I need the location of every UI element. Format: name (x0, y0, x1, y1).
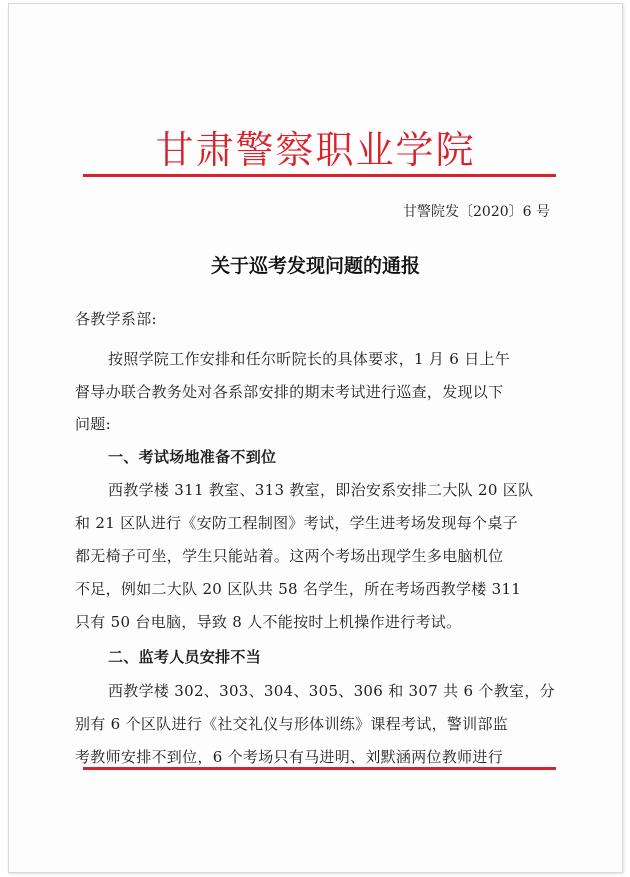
paragraph-line: 只有 50 台电脑，导致 8 人不能按时上机操作进行考试。 (75, 613, 462, 631)
paragraph-line: 都无椅子可坐，学生只能站着。这两个考场出现学生多电脑机位 (75, 547, 504, 565)
document-number: 甘警院发〔2020〕6 号 (403, 204, 550, 220)
section-heading: 一、考试场地准备不到位 (108, 448, 277, 466)
paragraph-line: 和 21 区队进行《安防工程制图》考试，学生进考场发现每个桌子 (75, 514, 518, 532)
institution-header-title: 甘肃警察职业学院 (155, 128, 476, 172)
salutation: 各教学系部: (75, 310, 157, 328)
footer-red-rule (83, 767, 556, 770)
paragraph-line: 别有 6 个区队进行《社交礼仪与形体训练》课程考试，警训部监 (75, 715, 509, 733)
document-title: 关于巡考发现问题的通报 (210, 255, 420, 277)
intro-line: 督导办联合教务处对各系部安排的期末考试进行巡查，发现以下 (75, 383, 504, 401)
section-heading: 二、监考人员安排不当 (108, 648, 262, 666)
paragraph-line: 不足，例如二大队 20 区队共 58 名学生，所在考场西教学楼 311 (75, 580, 522, 598)
paragraph-line: 考教师安排不到位，6 个考场只有马进明、刘默涵两位教师进行 (75, 748, 504, 766)
paragraph-line: 西教学楼 302、303、304、305、306 和 307 共 6 个教室，分 (108, 682, 555, 700)
paragraph-line: 西教学楼 311 教室、313 教室，即治安系安排二大队 20 区队 (108, 481, 534, 499)
document-page (8, 3, 623, 873)
header-red-rule (83, 174, 556, 177)
intro-line: 按照学院工作安排和任尔昕院长的具体要求，1 月 6 日上午 (108, 350, 511, 368)
intro-line: 问题: (75, 415, 111, 433)
